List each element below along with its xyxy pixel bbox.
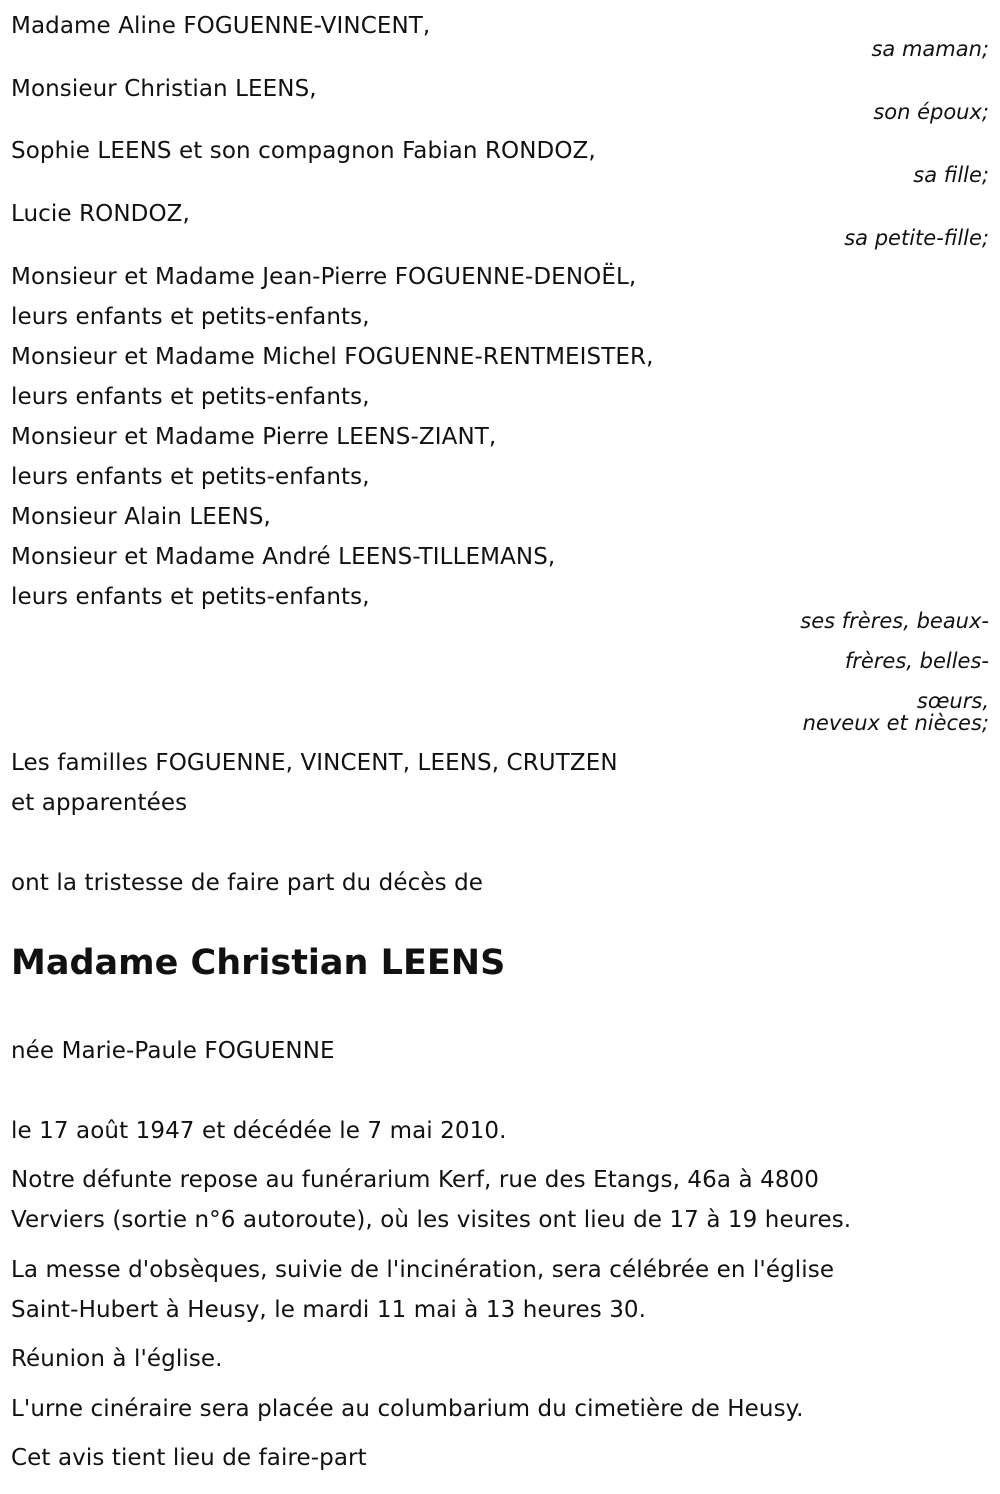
family-relation: son époux; xyxy=(873,100,989,124)
deceased-name: Madame Christian LEENS xyxy=(11,943,506,983)
maiden-name: née Marie-Paule FOGUENNE xyxy=(11,1038,335,1064)
sibling-line: Monsieur et Madame Pierre LEENS-ZIANT, xyxy=(11,424,497,450)
families-line: et apparentées xyxy=(11,790,188,816)
detail-line: L'urne cinéraire sera placée au columbarium du cimetière de Heusy. xyxy=(11,1396,804,1422)
family-relation: sa petite-fille; xyxy=(844,226,989,250)
detail-line: Verviers (sortie n°6 autoroute), où les visites ont lieu de 17 à 19 heures. xyxy=(11,1207,852,1233)
family-relation: sa maman; xyxy=(871,37,989,61)
detail-line: Notre défunte repose au funérarium Kerf, rue des Etangs, 46a à 4800 xyxy=(11,1167,820,1193)
sibling-line: leurs enfants et petits-enfants, xyxy=(11,464,370,490)
dates: le 17 août 1947 et décédée le 7 mai 2010. xyxy=(11,1118,507,1144)
siblings-relation: frères, belles- xyxy=(844,649,989,673)
family-name: Sophie LEENS et son compagnon Fabian RONDOZ, xyxy=(11,138,596,164)
family-name: Lucie RONDOZ, xyxy=(11,201,190,227)
sibling-line: Monsieur et Madame Michel FOGUENNE-RENTMEISTER, xyxy=(11,344,654,370)
siblings-relation: ses frères, beaux- xyxy=(800,609,989,633)
families-line: Les familles FOGUENNE, VINCENT, LEENS, CRUTZEN xyxy=(11,750,618,776)
siblings-relation: sœurs, xyxy=(916,689,989,713)
sibling-line: leurs enfants et petits-enfants, xyxy=(11,384,370,410)
family-name: Madame Aline FOGUENNE-VINCENT, xyxy=(11,13,431,39)
sibling-line: Monsieur et Madame André LEENS-TILLEMANS, xyxy=(11,544,556,570)
sibling-line: Monsieur et Madame Jean-Pierre FOGUENNE-DENOËL, xyxy=(11,264,637,290)
detail-line: La messe d'obsèques, suivie de l'incinération, sera célébrée en l'église xyxy=(11,1257,835,1283)
family-relation: sa fille; xyxy=(913,163,989,187)
detail-line: Saint-Hubert à Heusy, le mardi 11 mai à 13 heures 30. xyxy=(11,1297,647,1323)
announcement: ont la tristesse de faire part du décès de xyxy=(11,870,484,896)
detail-line: Réunion à l'église. xyxy=(11,1346,223,1372)
siblings-relation: neveux et nièces; xyxy=(802,711,989,735)
detail-line: Cet avis tient lieu de faire-part xyxy=(11,1445,367,1471)
sibling-line: leurs enfants et petits-enfants, xyxy=(11,304,370,330)
sibling-line: leurs enfants et petits-enfants, xyxy=(11,584,370,610)
family-name: Monsieur Christian LEENS, xyxy=(11,76,317,102)
sibling-line: Monsieur Alain LEENS, xyxy=(11,504,271,530)
